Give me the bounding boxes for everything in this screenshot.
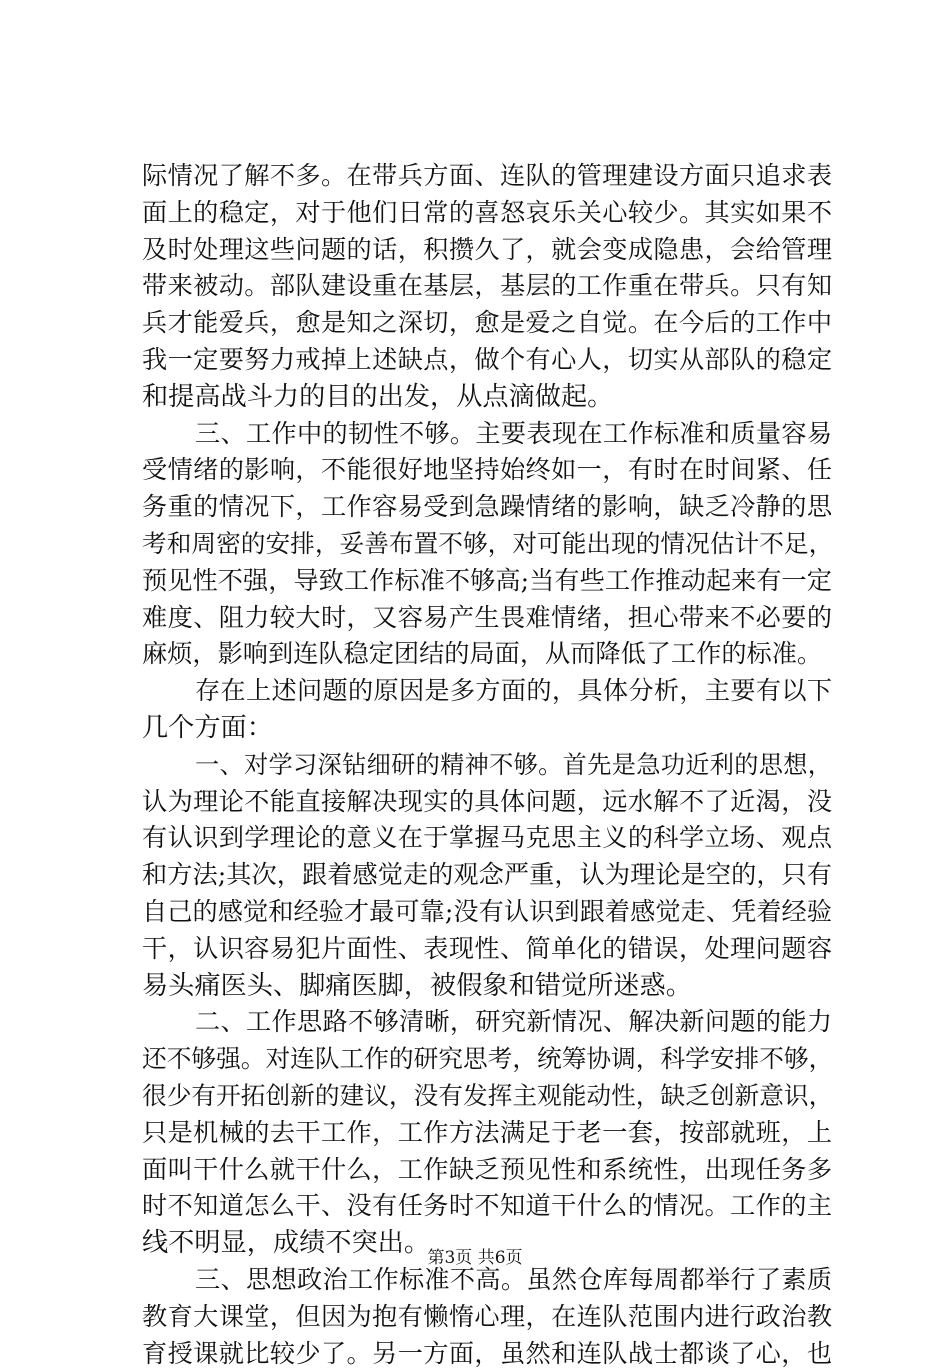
text-line: 几个方面： <box>142 710 832 747</box>
text-line: 教育大课堂，但因为抱有懒惰心理，在连队范围内进行政治教 <box>142 1299 832 1336</box>
text-line: 干，认识容易犯片面性、表现性、简单化的错误，处理问题容 <box>142 931 832 968</box>
text-line: 自己的感觉和经验才最可靠;没有认识到跟着感觉走、凭着经验 <box>142 894 832 931</box>
text-line: 务重的情况下，工作容易受到急躁情绪的影响，缺乏冷静的思 <box>142 489 832 526</box>
text-line: 时不知道怎么干、没有任务时不知道干什么的情况。工作的主 <box>142 1188 832 1225</box>
page-footer <box>0 1243 950 1268</box>
paragraph <box>142 158 832 416</box>
text-line: 面上的稳定，对于他们日常的喜怒哀乐关心较少。其实如果不 <box>142 195 832 232</box>
text-line: 二、工作思路不够清晰，研究新情况、解决新问题的能力 <box>142 1004 832 1041</box>
text-line: 受情绪的影响，不能很好地坚持始终如一，有时在时间紧、任 <box>142 452 832 489</box>
text-line: 兵才能爱兵，愈是知之深切，愈是爱之自觉。在今后的工作中 <box>142 305 832 342</box>
text-line: 际情况了解不多。在带兵方面、连队的管理建设方面只追求表 <box>142 158 832 195</box>
text-line: 有认识到学理论的意义在于掌握马克思主义的科学立场、观点 <box>142 820 832 857</box>
text-line: 预见性不强，导致工作标准不够高;当有些工作推动起来有一定 <box>142 563 832 600</box>
paragraph <box>142 747 832 1005</box>
text-line: 育授课就比较少了。另一方面，虽然和连队战士都谈了心，也 <box>142 1336 832 1372</box>
text-line: 及时处理这些问题的话，积攒久了，就会变成隐患，会给管理 <box>142 232 832 269</box>
document-body <box>142 158 832 1372</box>
text-line: 考和周密的安排，妥善布置不够，对可能出现的情况估计不足， <box>142 526 832 563</box>
text-line: 认为理论不能直接解决现实的具体问题，远水解不了近渴，没 <box>142 784 832 821</box>
text-line: 面叫干什么就干什么，工作缺乏预见性和系统性，出现任务多 <box>142 1152 832 1189</box>
text-line: 和方法;其次，跟着感觉走的观念严重，认为理论是空的，只有 <box>142 857 832 894</box>
text-line: 很少有开拓创新的建议，没有发挥主观能动性，缺乏创新意识， <box>142 1078 832 1115</box>
text-line: 线不明显，成绩不突出。 <box>142 1225 832 1262</box>
text-line: 三、工作中的韧性不够。主要表现在工作标准和质量容易 <box>142 416 832 453</box>
text-line: 一、对学习深钻细研的精神不够。首先是急功近利的思想， <box>142 747 832 784</box>
text-line: 存在上述问题的原因是多方面的，具体分析，主要有以下 <box>142 673 832 710</box>
text-line: 易头痛医头、脚痛医脚，被假象和错觉所迷惑。 <box>142 968 832 1005</box>
text-line: 带来被动。部队建设重在基层，基层的工作重在带兵。只有知 <box>142 268 832 305</box>
text-line: 麻烦，影响到连队稳定团结的局面，从而降低了工作的标准。 <box>142 636 832 673</box>
paragraph <box>142 673 832 747</box>
paragraph <box>142 1004 832 1262</box>
page-number: 第3页 共6页 <box>427 1248 522 1268</box>
text-line: 难度、阻力较大时，又容易产生畏难情绪，担心带来不必要的 <box>142 600 832 637</box>
paragraph <box>142 416 832 674</box>
text-line: 三、思想政治工作标准不高。虽然仓库每周都举行了素质 <box>142 1262 832 1299</box>
text-line: 还不够强。对连队工作的研究思考，统筹协调，科学安排不够， <box>142 1041 832 1078</box>
text-line: 我一定要努力戒掉上述缺点，做个有心人，切实从部队的稳定 <box>142 342 832 379</box>
text-line: 和提高战斗力的目的出发，从点滴做起。 <box>142 379 832 416</box>
paragraph <box>142 1262 832 1372</box>
text-line: 只是机械的去干工作，工作方法满足于老一套，按部就班，上 <box>142 1115 832 1152</box>
